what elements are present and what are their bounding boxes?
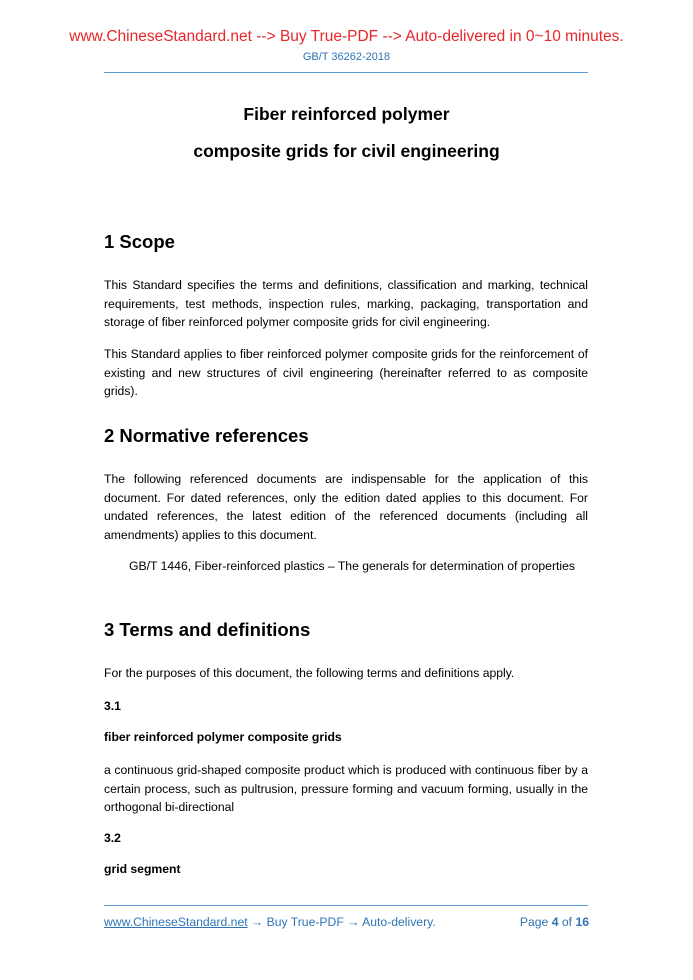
footer-buy-text: Buy True-PDF [266,915,344,929]
of-label: of [561,915,573,929]
term-name-3-1: fiber reinforced polymer composite grids [104,730,342,744]
promo-banner[interactable]: www.ChineseStandard.net --> Buy True-PDF --> Auto-delivered in 0~10 minutes. [69,28,624,45]
arrow-icon: → [347,915,360,929]
page-indicator [520,915,589,929]
footer-promo[interactable] [104,915,436,929]
standard-code: GB/T 36262-2018 [302,51,391,63]
scope-paragraph-2: This Standard applies to fiber reinforced polymer composite grids for the reinforcement of existing and new structures of civil engineering (hereinafter referred to as composite grids). [104,347,588,399]
term-number-3-2: 3.2 [104,831,121,845]
scope-paragraph-1: This Standard specifies the terms and definitions, classification and marking, technical requirements, test methods, inspection rules, marking, packaging, transportation and storage of fiber reinforced polymer composite grids for civil engineering. [104,278,588,330]
document-title-line-2: composite grids for civil engineering [193,141,500,161]
arrow-icon: → [251,915,264,929]
header-divider [104,72,588,73]
footer-divider [104,905,588,906]
section-heading-scope: 1 Scope [104,231,175,252]
term-name-3-2: grid segment [104,862,181,876]
page-number: 4 [551,915,559,929]
term-number-3-1: 3.1 [104,699,121,713]
section-heading-terms: 3 Terms and definitions [104,619,311,640]
footer-auto-text: Auto-delivery. [362,915,436,929]
terms-intro: For the purposes of this document, the following terms and definitions apply. [104,666,515,680]
page-label: Page [519,915,549,929]
normative-paragraph: The following referenced documents are indispensable for the application of this document. For dated references, only the edition dated applies to this document. For undated references, the latest edition of the referenced documents (including all amendments) applies to this document. [104,472,588,543]
section-heading-normative-references: 2 Normative references [104,425,309,446]
document-title-line-1: Fiber reinforced polymer [243,104,450,124]
normative-reference-item: GB/T 1446, Fiber-reinforced plastics – The generals for determination of properties [129,559,575,573]
footer-site-link[interactable]: www.ChineseStandard.net [104,915,248,929]
total-pages: 16 [575,915,589,929]
term-definition-3-1: a continuous grid-shaped composite product which is produced with continuous fiber by a certain process, such as pultrusion, pressure forming and vacuum forming, usually in the orthogonal bi-directional [104,763,588,815]
